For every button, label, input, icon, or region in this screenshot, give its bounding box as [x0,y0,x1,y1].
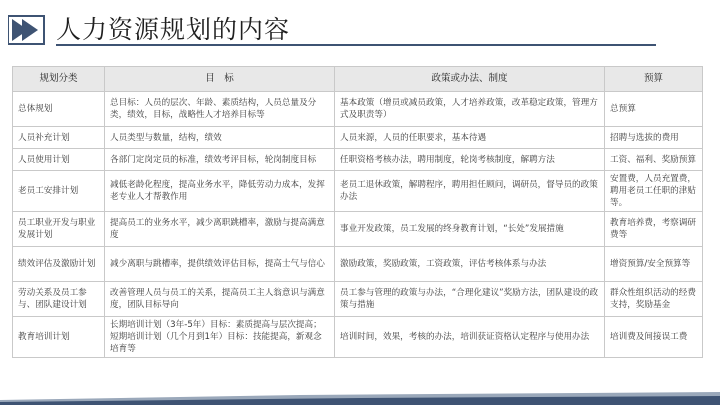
cell-policy: 人员来源，人员的任职要求，基本待遇 [335,127,605,149]
table-row [13,282,703,317]
cell-budget: 安置费，人员充置费，聘用老员工任职的津贴等。 [605,171,703,212]
cell-policy: 任职资格考核办法，聘用制度，轮岗考核制度，解聘方法 [335,149,605,171]
cell-category: 劳动关系及员工参与、团队建设计划 [13,282,105,317]
cell-policy: 老员工退休政策，解聘程序，聘用担任顾问，调研员，督导员的政策办法 [335,171,605,212]
table-row [13,212,703,247]
table-row [13,171,703,212]
cell-budget: 群众性组织活动的经费支持，奖励基金 [605,282,703,317]
cell-budget: 培训费及间接误工费 [605,317,703,358]
cell-policy: 培训时间，效果，考核的办法，培训获证资格认定程序与使用办法 [335,317,605,358]
cell-category: 总体规划 [13,92,105,127]
cell-goal: 减低老龄化程度，提高业务水平，降低劳动力成本，发挥老专业人才帮教作用 [105,171,335,212]
table-row [13,92,703,127]
cell-category: 教育培训计划 [13,317,105,358]
cell-budget: 总预算 [605,92,703,127]
header-goal: 目 标 [105,67,335,92]
cell-policy: 基本政策（增员或减员政策，人才培养政策，改革稳定政策，管理方式及职责等） [335,92,605,127]
header [0,0,720,56]
header-budget: 预算 [605,67,703,92]
cell-goal: 改善管理人员与员工的关系，提高员工主人翁意识与满意度，团队目标导向 [105,282,335,317]
cell-policy: 事业开发政策，员工发展的终身教育计划，“长处”发展措施 [335,212,605,247]
cell-category: 员工职业开发与职业发展计划 [13,212,105,247]
footer-decoration [0,391,720,405]
cell-goal: 减少离职与跳槽率，提供绩效评估目标，提高士气与信心 [105,247,335,282]
cell-goal: 长期培训计划（3年-5年）目标：素质提高与层次提高；短期培训计划（几个月到1年）目标：技能提高，新观念培育等 [105,317,335,358]
table-header-row [13,67,703,92]
cell-budget: 招聘与选拔的费用 [605,127,703,149]
cell-category: 人员使用计划 [13,149,105,171]
hr-planning-table [12,66,703,358]
cell-category: 人员补充计划 [13,127,105,149]
cell-category: 老员工安排计划 [13,171,105,212]
table-row [13,247,703,282]
header-category: 规划分类 [13,67,105,92]
cell-budget: 增资预算/安全预算等 [605,247,703,282]
cell-category: 绩效评估及激励计划 [13,247,105,282]
table-row [13,149,703,171]
header-policy: 政策或办法、制度 [335,67,605,92]
cell-goal: 总目标：人员的层次、年龄、素质结构，人员总量及分类，绩效，目标，战略性人才培养目标等 [105,92,335,127]
cell-goal: 提高员工的业务水平，减少离职跳槽率，激励与提高满意度 [105,212,335,247]
cell-policy: 员工参与管理的政策与办法，“合理化建议”奖励方法，团队建设的政策与措施 [335,282,605,317]
cell-policy: 激励政策，奖励政策，工资政策，评估考核体系与办法 [335,247,605,282]
cell-budget: 教育培养费，考察调研费等 [605,212,703,247]
table-row [13,317,703,358]
page-title: 人力资源规划的内容 [56,15,291,44]
cell-goal: 人员类型与数量，结构，绩效 [105,127,335,149]
table-row [13,127,703,149]
title-arrow-icon [8,14,46,46]
cell-goal: 各部门定岗定员的标准，绩效考评目标，轮岗制度目标 [105,149,335,171]
content-table-wrapper [12,66,702,358]
cell-budget: 工资、福利、奖励预算 [605,149,703,171]
title-underline [56,44,656,46]
